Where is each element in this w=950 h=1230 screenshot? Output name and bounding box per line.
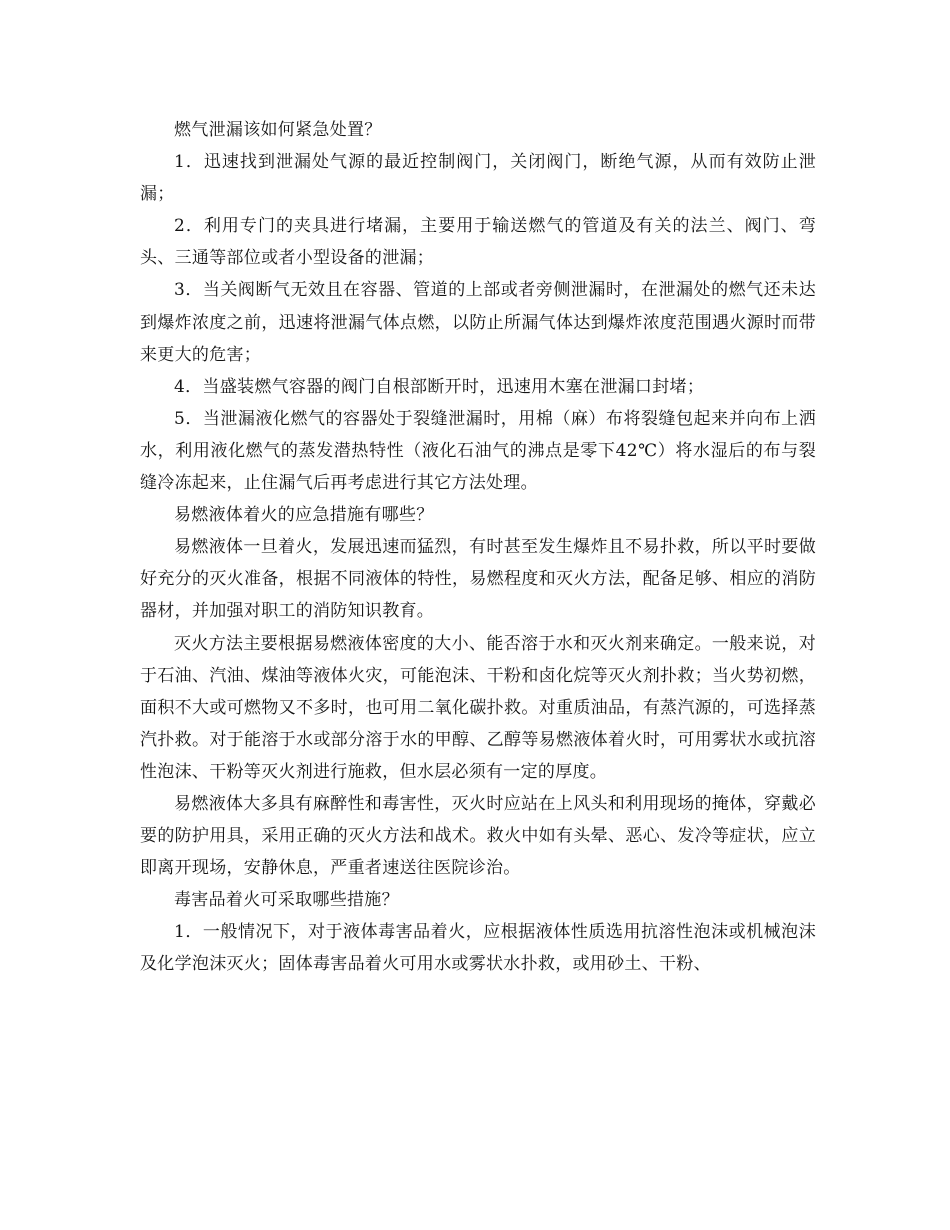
gas-leak-step-5: 5．当泄漏液化燃气的容器处于裂缝泄漏时，用棉（麻）布将裂缝包起来并向布上洒水，利用液化燃气的蒸发潜热特性（液化石油气的沸点是零下42℃）将水湿后的布与裂缝冷冻起来，止住漏气后再考虑进行其它方法处理。 — [140, 408, 816, 494]
document-body — [140, 114, 816, 981]
heading-gas-leak: 燃气泄漏该如何紧急处置？ — [174, 120, 382, 140]
heading-flammable-liquid: 易燃液体着火的应急措施有哪些？ — [174, 505, 434, 526]
toxic-substances-step-1: 1．一般情况下，对于液体毒害品着火，应根据液体性质选用抗溶性泡沫或机械泡沫及化学泡沫灭火；固体毒害品着火可用水或雾状水扑救，或用砂土、干粉、 — [140, 922, 816, 975]
flammable-liquid-methods: 灭火方法主要根据易燃液体密度的大小、能否溶于水和灭火剂来确定。一般来说，对于石油、汽油、煤油等液体火灾，可能泡沫、干粉和卤化烷等灭火剂扑救；当火势初燃，面积不大或可燃物又不多时，也可用二氧化碳扑救。对重质油品，有蒸汽源的，可选择蒸汽扑救。对于能溶于水或部分溶于水的甲醇、乙醇等易燃液体着火时，可用雾状水或抗溶性泡沫、干粉等灭火剂进行施救，但水层必须有一定的厚度。 — [140, 633, 816, 782]
gas-leak-step-4: 4．当盛装燃气容器的阀门自根部断开时，迅速用木塞在泄漏口封堵； — [174, 376, 705, 397]
heading-toxic-substances: 毒害品着火可采取哪些措施？ — [174, 890, 399, 911]
gas-leak-step-2: 2．利用专门的夹具进行堵漏，主要用于输送燃气的管道及有关的法兰、阀门、弯头、三通等部位或者小型设备的泄漏； — [140, 216, 816, 269]
flammable-liquid-safety: 易燃液体大多具有麻醉性和毒害性，灭火时应站在上风头和利用现场的掩体，穿戴必要的防护用具，采用正确的灭火方法和战术。救火中如有头晕、恶心、发冷等症状，应立即离开现场，安静休息，严重者速送往医院诊治。 — [140, 793, 816, 879]
flammable-liquid-intro: 易燃液体一旦着火，发展迅速而猛烈，有时甚至发生爆炸且不易扑救，所以平时要做好充分的灭火准备，根据不同液体的特性，易燃程度和灭火方法，配备足够、相应的消防器材，并加强对职工的消防知识教育。 — [140, 537, 816, 622]
gas-leak-step-1: 1．迅速找到泄漏处气源的最近控制阀门，关闭阀门，断绝气源，从而有效防止泄漏； — [140, 152, 816, 205]
gas-leak-step-3: 3．当关阀断气无效且在容器、管道的上部或者旁侧泄漏时，在泄漏处的燃气还未达到爆炸浓度之前，迅速将泄漏气体点燃，以防止所漏气体达到爆炸浓度范围遇火源时而带来更大的危害； — [140, 280, 816, 365]
